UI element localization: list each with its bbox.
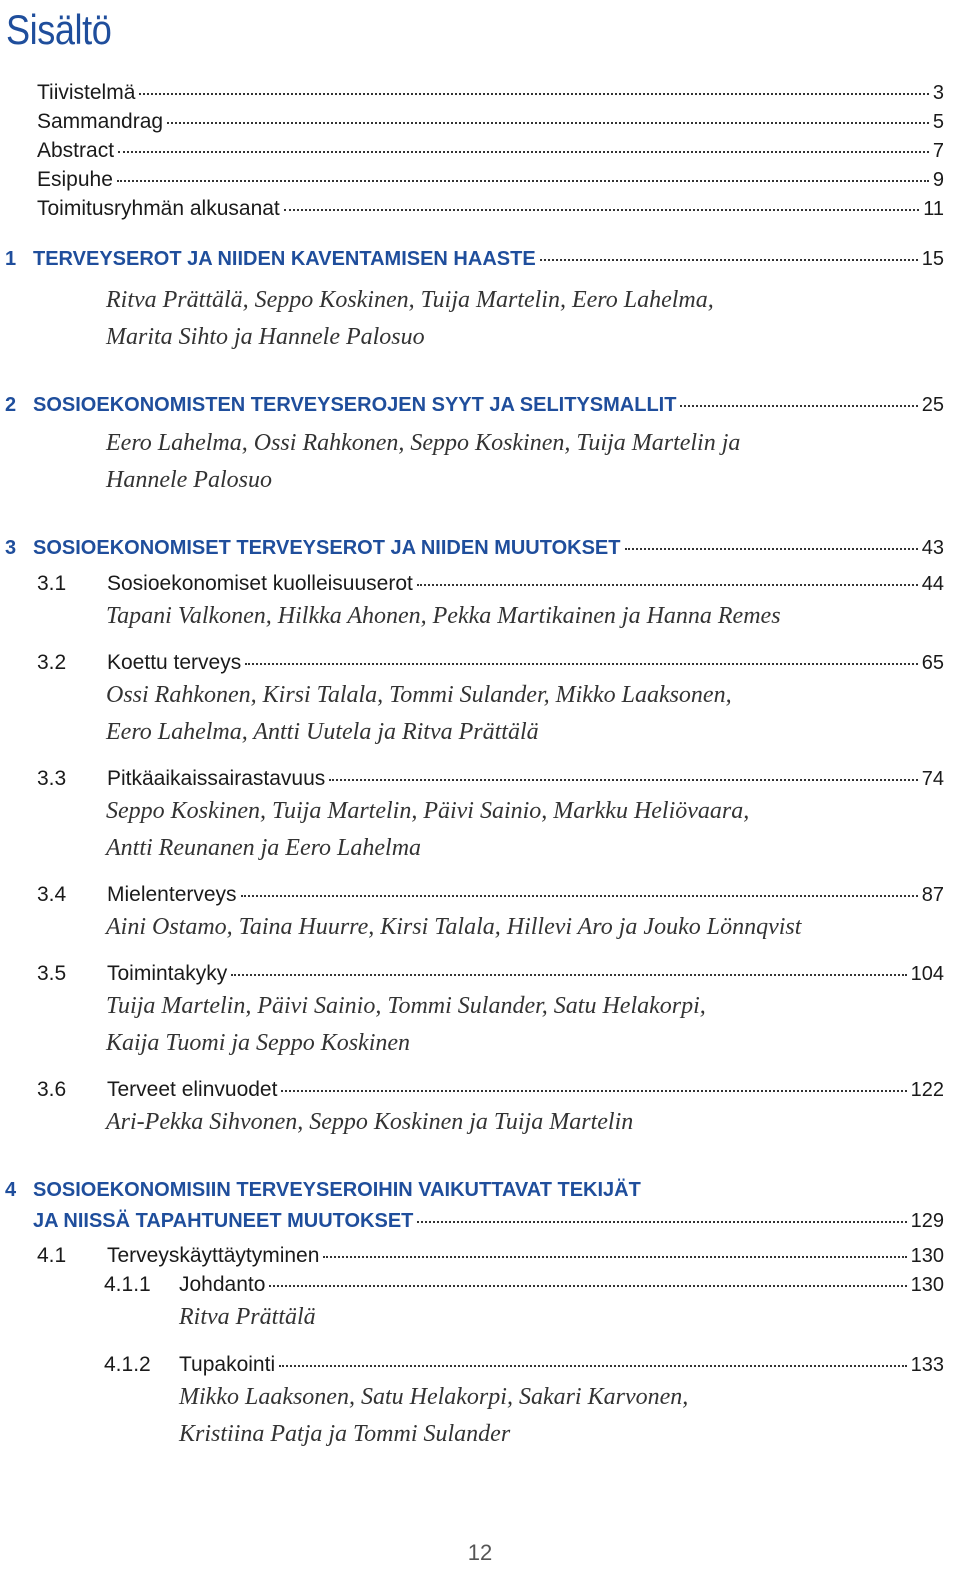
toc-chapter-2[interactable]: [5, 389, 944, 419]
section-number: 3.5: [37, 962, 67, 985]
dot-leader: [118, 130, 929, 153]
section-authors: Aini Ostamo, Taina Huurre, Kirsi Talala, Hillevi Aro ja Jouko Lönnqvist: [106, 914, 802, 940]
section-authors: Eero Lahelma, Antti Uutela ja Ritva Prättälä: [106, 719, 539, 745]
dot-leader: [284, 188, 919, 211]
toc-section-3-1[interactable]: [37, 567, 944, 598]
section-authors: Tuija Martelin, Päivi Sainio, Tommi Sulander, Satu Helakorpi,: [106, 993, 706, 1019]
toc-label: Tiivistelmä: [37, 81, 136, 104]
toc-chapter-3[interactable]: [5, 532, 944, 562]
toc-page: 43: [921, 537, 944, 559]
chapter-authors: Hannele Palosuo: [106, 467, 272, 493]
subsection-authors: Ritva Prättälä: [179, 1304, 316, 1330]
section-title: Toimintakyky: [107, 962, 228, 985]
subsection-number: 4.1.2: [104, 1353, 151, 1376]
chapter-authors: Marita Sihto ja Hannele Palosuo: [106, 324, 425, 350]
section-authors: Kaija Tuomi ja Seppo Koskinen: [106, 1030, 411, 1056]
toc-section-3-5[interactable]: [37, 957, 944, 988]
toc-label: Esipuhe: [37, 168, 113, 191]
chapter-number: 1: [5, 248, 17, 270]
chapter-authors: Ritva Prättälä, Seppo Koskinen, Tuija Martelin, Eero Lahelma,: [106, 287, 714, 313]
toc-section-3-6[interactable]: [37, 1073, 944, 1104]
subsection-title: Tupakointi: [179, 1353, 276, 1376]
dot-leader: [680, 385, 917, 407]
dot-leader: [417, 1201, 906, 1223]
toc-page: 122: [910, 1079, 944, 1101]
chapter-title: SOSIOEKONOMISET TERVEYSEROT JA NIIDEN MUUTOKSET: [33, 537, 621, 559]
toc-section-3-2[interactable]: [37, 646, 944, 677]
toc-chapter-1[interactable]: [5, 243, 944, 273]
toc-page: 11: [923, 198, 944, 220]
toc-section-3-3[interactable]: [37, 762, 944, 793]
page-number: 12: [467, 1540, 493, 1565]
chapter-title: TERVEYSEROT JA NIIDEN KAVENTAMISEN HAASTE: [33, 248, 536, 270]
dot-leader: [329, 758, 917, 781]
toc-label: Sammandrag: [37, 110, 164, 133]
dot-leader: [269, 1264, 906, 1287]
toc-page: 65: [921, 652, 944, 674]
dot-leader: [540, 239, 918, 261]
dot-leader: [281, 1069, 906, 1092]
dot-leader: [245, 642, 918, 665]
toc-label: Abstract: [37, 139, 115, 162]
section-number: 4.1: [37, 1244, 67, 1267]
section-number: 3.3: [37, 767, 67, 790]
toc-chapter-4-line2[interactable]: [33, 1205, 944, 1235]
section-authors: Ari-Pekka Sihvonen, Seppo Koskinen ja Tuija Martelin: [106, 1109, 634, 1135]
toc-chapter-4-line1[interactable]: [5, 1176, 641, 1204]
section-number: 3.1: [37, 572, 67, 595]
section-title: Pitkäaikaissairastavuus: [107, 767, 326, 790]
section-number: 3.2: [37, 651, 67, 674]
toc-section-3-4[interactable]: [37, 878, 944, 909]
section-authors: Antti Reunanen ja Eero Lahelma: [106, 835, 422, 861]
toc-page: 3: [932, 82, 944, 104]
dot-leader: [323, 1235, 906, 1258]
toc-page: 104: [910, 963, 944, 985]
toc-page: 15: [921, 248, 944, 270]
page-title: Sisältö: [6, 6, 112, 53]
dot-leader: [625, 528, 918, 550]
chapter-number: 4: [5, 1179, 17, 1201]
toc-page: 129: [910, 1210, 944, 1232]
section-authors: Ossi Rahkonen, Kirsi Talala, Tommi Sulander, Mikko Laaksonen,: [106, 682, 732, 708]
toc-page: 74: [921, 768, 944, 790]
toc-page: 5: [932, 111, 944, 133]
section-title: Terveyskäyttäytyminen: [107, 1244, 320, 1267]
subsection-authors: Kristiina Patja ja Tommi Sulander: [179, 1421, 511, 1447]
dot-leader: [279, 1344, 907, 1367]
dot-leader: [117, 159, 929, 182]
section-number: 3.4: [37, 883, 67, 906]
section-title: Mielenterveys: [107, 883, 237, 906]
section-number: 3.6: [37, 1078, 67, 1101]
toc-page: 130: [910, 1274, 944, 1296]
subsection-number: 4.1.1: [104, 1273, 151, 1296]
toc-label: Toimitusryhmän alkusanat: [37, 197, 280, 220]
dot-leader: [231, 953, 906, 976]
toc-page: 9: [932, 169, 944, 191]
section-title: Terveet elinvuodet: [107, 1078, 278, 1101]
dot-leader: [417, 563, 918, 586]
dot-leader: [167, 101, 929, 124]
chapter-number: 2: [5, 394, 17, 416]
section-title: Sosioekonomiset kuolleisuuserot: [107, 572, 413, 595]
toc-page: 130: [910, 1245, 944, 1267]
subsection-title: Johdanto: [179, 1273, 266, 1296]
dot-leader: [139, 72, 928, 95]
chapter-authors: Eero Lahelma, Ossi Rahkonen, Seppo Koskinen, Tuija Martelin ja: [106, 430, 741, 456]
subsection-authors: Mikko Laaksonen, Satu Helakorpi, Sakari Karvonen,: [179, 1384, 689, 1410]
toc-page: 133: [910, 1354, 944, 1376]
chapter-title: SOSIOEKONOMISTEN TERVEYSEROJEN SYYT JA SELITYSMALLIT: [33, 394, 677, 416]
toc-page: 25: [921, 394, 944, 416]
toc-subsection-4-1-2[interactable]: [104, 1348, 944, 1379]
toc-page: 7: [932, 140, 944, 162]
toc-entry-alkusanat[interactable]: [37, 192, 944, 223]
dot-leader: [241, 874, 918, 897]
chapter-title: SOSIOEKONOMISIIN TERVEYSEROIHIN VAIKUTTAVAT TEKIJÄT: [33, 1179, 641, 1201]
section-authors: Seppo Koskinen, Tuija Martelin, Päivi Sainio, Markku Heliövaara,: [106, 798, 750, 824]
section-title: Koettu terveys: [107, 651, 242, 674]
chapter-number: 3: [5, 537, 17, 559]
toc-page: 44: [921, 573, 944, 595]
chapter-title-cont: JA NIISSÄ TAPAHTUNEET MUUTOKSET: [33, 1210, 414, 1232]
section-authors: Tapani Valkonen, Hilkka Ahonen, Pekka Martikainen ja Hanna Remes: [106, 603, 781, 629]
toc-subsection-4-1-1[interactable]: [104, 1268, 944, 1299]
toc-page: 87: [921, 884, 944, 906]
